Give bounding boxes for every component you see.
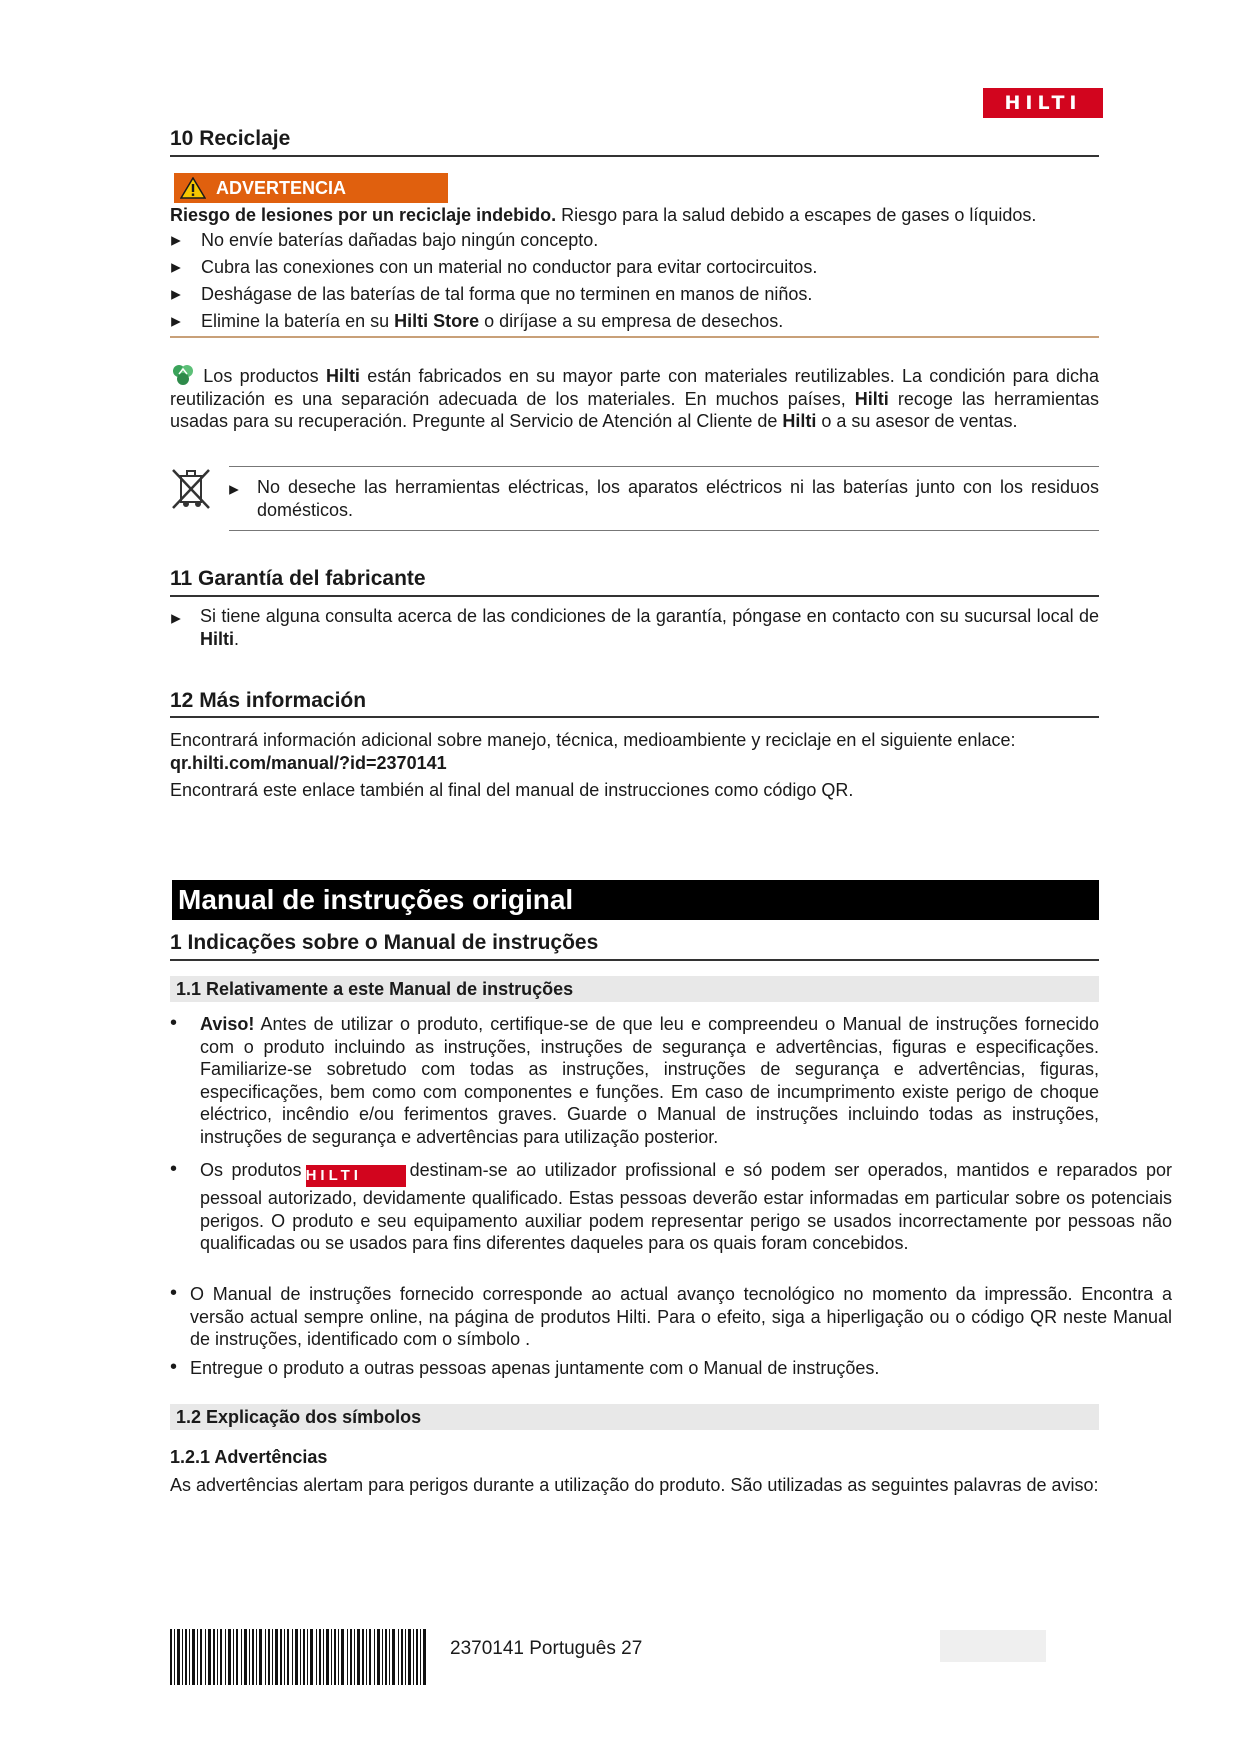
pt-subsection-1-2-1-heading: 1.2.1 Advertências — [170, 1447, 328, 1467]
weee-text: No deseche las herramientas eléctricas, los aparatos eléctricos ni las baterías junto con los residuos domésticos. — [257, 477, 1099, 520]
arrow-bullet-icon — [170, 613, 182, 625]
hilti-inline-logo: HILTI — [306, 1165, 406, 1187]
pt-bullet-entregue: Entregue o produto a outras pessoas apenas juntamente com o Manual de instruções. — [190, 1358, 880, 1378]
warning-lead — [170, 204, 1105, 227]
hilti-logo: HILTI — [983, 88, 1103, 118]
warning-end-rule — [170, 336, 1099, 338]
warning-lead-rest: Riesgo para la salud debido a escapes de gases o líquidos. — [556, 205, 1037, 225]
list-item — [170, 283, 1099, 310]
section-11-heading: 11 Garantía del fabricante — [170, 567, 426, 590]
barcode-icon — [170, 1629, 426, 1685]
warning-lead-bold: Riesgo de lesiones por un reciclaje indebido. — [170, 205, 557, 225]
pt-bullet-aviso: Aviso! Antes de utilizar o produto, certifique-se de que leu e compreendeu o Manual de instruções fornecido com o produto incluindo as instruções, instruções de segurança e advertências, figuras e especificações. Familiarize-se sobretudo com todas as instruções, instruções de segurança e advertências, figuras, especificações, bem como com componentes e funções. Em caso de incumprimento existe perigo de choque eléctrico, incêndio e/ou ferimentos graves. Guarde o Manual de instruções incluindo todas as instruções, instruções de segurança e advertências para utilização posterior. — [200, 1014, 1099, 1147]
recycle-icon — [170, 364, 196, 386]
section-10-rule — [170, 155, 1099, 157]
pt-subsection-1-1-heading: 1.1 Relativamente a este Manual de instruções — [170, 976, 1099, 1002]
crossed-bin-icon — [170, 466, 212, 510]
manual-title-bar: Manual de instruções original — [172, 880, 1099, 920]
pt-bullet-produtos: Os produtos HILTI destinam-se ao utilizador profissional e só podem ser operados, mantidos e reparados por pessoal autorizado, devidamente qualificado. Estas pessoas deverão estar informadas em particular sobre os potenciais perigos. O produto e seu equipamento auxiliar podem representar perigo se usados incorrectamente por pessoas não qualificadas ou se usados para fins diferentes daqueles para os quais foram concebidos. — [200, 1160, 1172, 1253]
pt-section-1-heading: 1 Indicações sobre o Manual de instruções — [170, 931, 599, 954]
recycling-paragraph: Los productos Hilti están fabricados en su mayor parte con materiales reutilizables. La condición para dicha reutilización es una separación adecuada de los materiales. En muchos países, Hilti recoge las herramientas usadas para su recuperación. Pregunte al Servicio de Atención al Cliente de Hilti o a su asesor de ventas. — [170, 366, 1099, 431]
pt-warnings-paragraph: As advertências alertam para perigos durante a utilização do produto. São utilizadas as seguintes palavras de aviso: — [170, 1475, 1099, 1495]
arrow-bullet-icon — [170, 235, 182, 247]
list-item — [170, 310, 1099, 337]
arrow-bullet-icon — [170, 289, 182, 301]
weee-top-rule — [229, 466, 1099, 467]
warning-bullet-text: Elimine la batería en su Hilti Store o diríjase a su empresa de desechos. — [201, 311, 784, 331]
dot-bullet-icon: • — [170, 1158, 178, 1180]
section-12-heading: 12 Más información — [170, 689, 367, 712]
manual-link[interactable]: qr.hilti.com/manual/?id=2370141 — [170, 753, 447, 773]
arrow-bullet-icon — [170, 262, 182, 274]
dot-bullet-icon: • — [170, 1282, 178, 1304]
list-item — [170, 256, 1099, 283]
section-12-rule — [170, 716, 1099, 718]
warning-banner — [174, 173, 448, 203]
section-11-rule — [170, 595, 1099, 597]
warning-triangle-icon — [180, 177, 206, 199]
footer-gray-box — [940, 1630, 1046, 1662]
weee-bottom-rule — [229, 530, 1099, 531]
dot-bullet-icon: • — [170, 1356, 178, 1378]
list-item — [170, 229, 1099, 256]
arrow-bullet-icon — [228, 484, 240, 496]
arrow-bullet-icon — [170, 316, 182, 328]
more-info-qr-note: Encontrará este enlace también al final del manual de instrucciones como código QR. — [170, 780, 854, 800]
warning-bullet-text: No envíe baterías dañadas bajo ningún concepto. — [201, 230, 599, 250]
warranty-text: Si tiene alguna consulta acerca de las condiciones de la garantía, póngase en contacto con su sucursal local de Hilti. — [200, 606, 1099, 649]
pt-bullet-actual: O Manual de instruções fornecido corresponde ao actual avanço tecnológico no momento da impressão. Encontra a versão actual sempre online, na página de produtos Hilti. Para o efeito, siga a hiperligação ou o código QR neste Manual de instruções, identificado com o símbolo . — [190, 1284, 1172, 1349]
more-info-paragraph: Encontrará información adicional sobre manejo, técnica, medioambiente y reciclaje en el siguiente enlace: — [170, 730, 1016, 750]
pt-subsection-1-2-heading: 1.2 Explicação dos símbolos — [170, 1404, 1099, 1430]
dot-bullet-icon: • — [170, 1012, 178, 1034]
warning-label: ADVERTENCIA — [216, 177, 347, 198]
warning-bullet-text: Cubra las conexiones con un material no conductor para evitar cortocircuitos. — [201, 257, 818, 277]
warning-bullets — [170, 229, 1099, 337]
warning-bullet-text: Deshágase de las baterías de tal forma que no terminen en manos de niños. — [201, 284, 813, 304]
footer-page-info: 2370141 Português 27 — [450, 1638, 643, 1659]
pt-section-1-rule — [170, 959, 1099, 961]
section-10-heading: 10 Reciclaje — [170, 127, 291, 150]
